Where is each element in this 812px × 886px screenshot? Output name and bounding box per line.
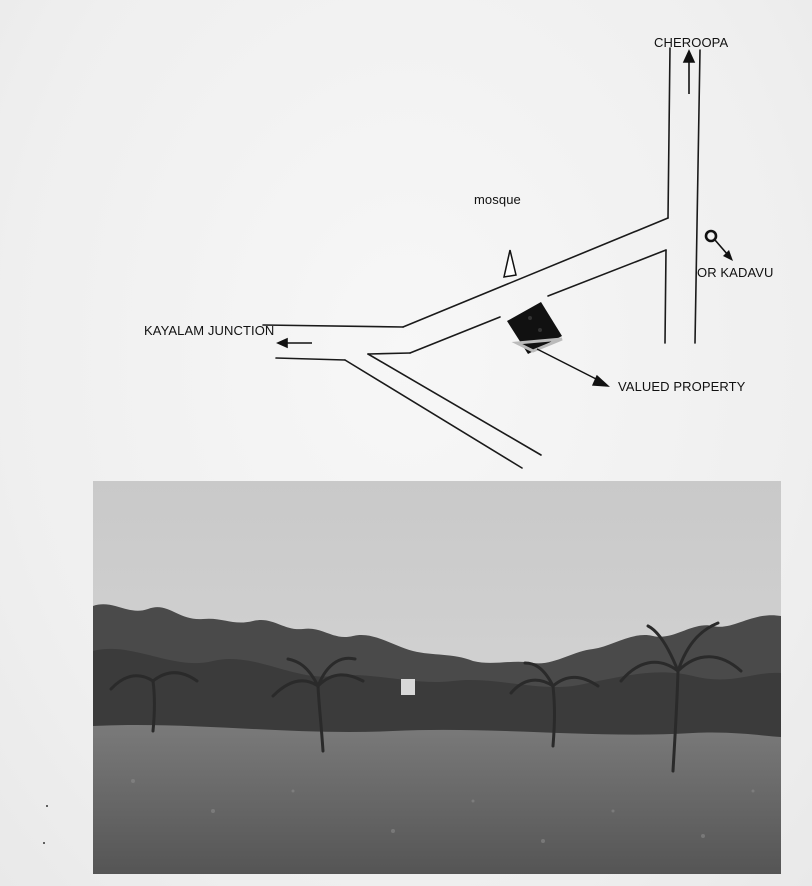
vertical-road-right-edge [695, 50, 700, 343]
filled-square-icon [507, 302, 562, 354]
circle-marker-icon [706, 231, 733, 261]
arrow-up-icon [684, 51, 694, 94]
main-road-lower-edge-right [548, 250, 666, 296]
label-cheroopa: CHEROOPA [654, 35, 729, 50]
arrow-right-icon [537, 349, 608, 386]
vertical-road-left-edge [668, 48, 670, 218]
label-kayalam-junction: KAYALAM JUNCTION [144, 323, 275, 338]
west-road-lower-edge [276, 358, 345, 360]
triangle-marker-icon [504, 250, 516, 277]
south-road-lower-edge [345, 360, 522, 468]
south-road-upper-edge [368, 354, 541, 455]
photo-white-structure [401, 679, 415, 695]
vertical-road-lower-left-edge [665, 250, 666, 343]
label-valued-property: VALUED PROPERTY [618, 379, 746, 394]
property-photo [93, 481, 781, 874]
main-road-lower-edge-left [410, 317, 500, 353]
junction-connector [368, 353, 410, 354]
photo-ground [93, 725, 781, 874]
label-or-kadavu: OR KADAVU [697, 265, 774, 280]
label-mosque: mosque [474, 192, 521, 207]
scan-speck [46, 805, 48, 807]
arrow-left-icon [278, 339, 312, 347]
scan-speck [43, 842, 45, 844]
west-road-upper-edge [263, 325, 403, 327]
